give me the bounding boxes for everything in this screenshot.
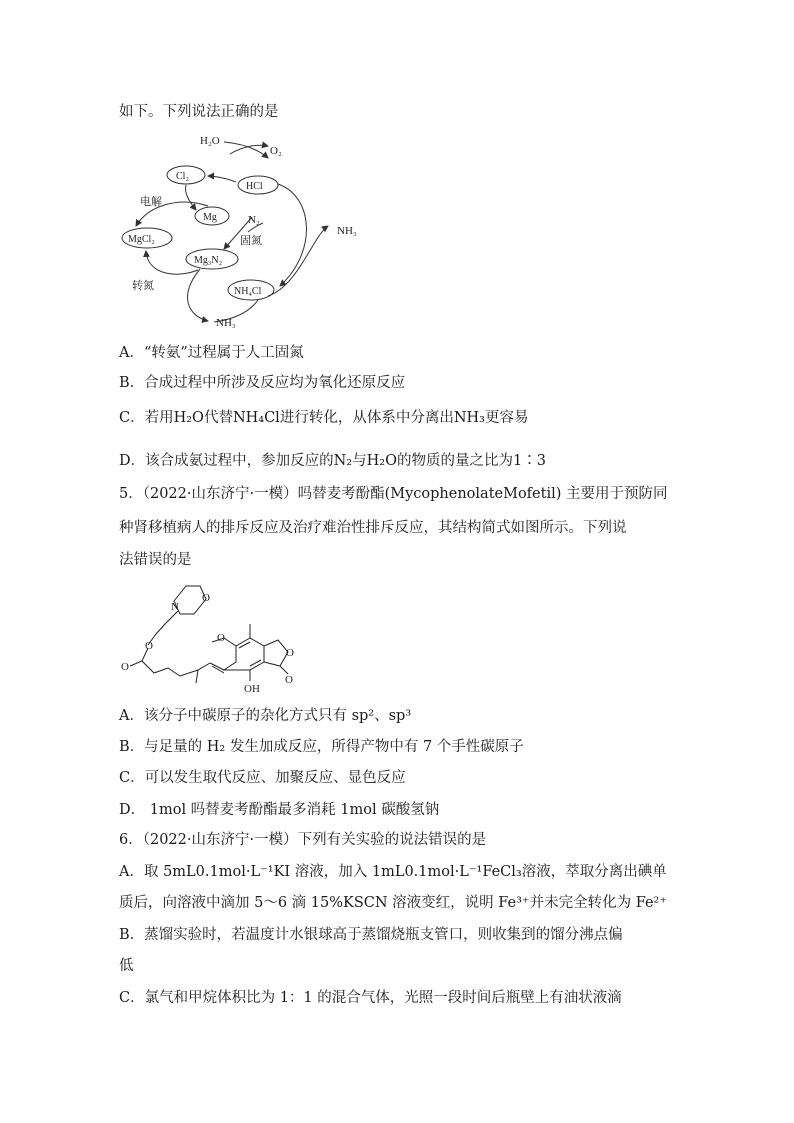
q4-option-b: B．合成过程中所涉及反应均为氧化还原反应 xyxy=(119,375,406,391)
q5-stem-line3: 法错误的是 xyxy=(119,552,192,568)
atom-o-ring: O xyxy=(202,592,210,604)
cl2-label: Cl₂ xyxy=(176,171,189,182)
atom-o-ester: O xyxy=(145,640,153,652)
atom-o-methoxy: O xyxy=(217,632,225,644)
nitrogen-cycle-diagram xyxy=(118,126,368,336)
q4-option-c: C．若用H₂O代替NH₄Cl进行转化，从体系中分离出NH₃更容易 xyxy=(119,410,529,426)
nh3-label-top: NH₃ xyxy=(337,225,357,237)
intro-text: 如下。下列说法正确的是 xyxy=(119,104,279,120)
q5-option-b: B．与足量的 H₂ 发生加成反应，所得产物中有 7 个手性碳原子 xyxy=(119,739,524,755)
hcl-label: HCl xyxy=(246,181,263,192)
q5-option-d: D． 1mol 吗替麦考酚酯最多消耗 1mol 碳酸氢钠 xyxy=(119,802,440,818)
electrolysis-label: 电解 xyxy=(140,196,162,208)
q5-option-a: A．该分子中碳原子的杂化方式只有 sp²、sp³ xyxy=(119,708,412,724)
mgcl2-label: MgCl₂ xyxy=(128,234,155,245)
atom-n: N xyxy=(171,601,179,613)
fixation-label: 固氮 xyxy=(240,235,262,247)
q5-stem-line2: 种肾移植病人的排斥反应及治疗难治性排斥反应，其结构简式如图所示。下列说 xyxy=(119,520,627,536)
q6-option-b-line1: B．蒸馏实验时，若温度计水银球高于蒸馏烧瓶支管口，则收集到的馏分沸点偏 xyxy=(119,927,623,943)
mg3n2-label: Mg₃N₂ xyxy=(194,255,223,266)
mg-label: Mg xyxy=(203,212,217,223)
nh3-label-bottom: NH₃ xyxy=(216,317,236,329)
o2-label: O₂ xyxy=(270,145,282,157)
q6-option-a-line2: 质后，向溶液中滴加 5～6 滴 15%KSCN 溶液变红，说明 Fe³⁺并未完全转化为 Fe²⁺ xyxy=(119,895,668,911)
atom-o-carbonyl: O xyxy=(121,661,129,673)
molecule-structure xyxy=(118,578,318,696)
n2-label: N₂ xyxy=(248,214,260,226)
q6-option-b-line2: 低 xyxy=(119,958,134,974)
q5-stem-line1: 5．（2022·山东济宁·一模）吗替麦考酚酯(MycophenolateMofetil) 主要用于预防同 xyxy=(119,486,668,502)
h2o-label: H₂O xyxy=(200,135,220,147)
transfer-label: 转氮 xyxy=(132,280,154,292)
q6-option-c: C．氯气和甲烷体积比为 1：1 的混合气体，光照一段时间后瓶壁上有油状液滴 xyxy=(119,990,622,1006)
q4-option-a: A．“转氨”过程属于人工固氮 xyxy=(119,345,304,361)
q5-option-c: C．可以发生取代反应、加聚反应、显色反应 xyxy=(119,770,406,786)
q6-stem: 6．（2022·山东济宁·一模）下列有关实验的说法错误的是 xyxy=(119,832,487,848)
atom-oh: OH xyxy=(244,683,260,695)
q6-option-a-line1: A．取 5mL0.1mol·L⁻¹KI 溶液，加入 1mL0.1mol·L⁻¹FeCl₃溶液，萃取分离出碘单 xyxy=(119,864,667,880)
atom-o-lactone-carbonyl: O xyxy=(285,674,293,686)
atom-o-lactone: O xyxy=(286,647,294,659)
nh4cl-label: NH₄Cl xyxy=(234,286,262,297)
q4-option-d: D．该合成氨过程中，参加反应的N₂与H₂O的物质的量之比为1∶3 xyxy=(119,453,546,469)
